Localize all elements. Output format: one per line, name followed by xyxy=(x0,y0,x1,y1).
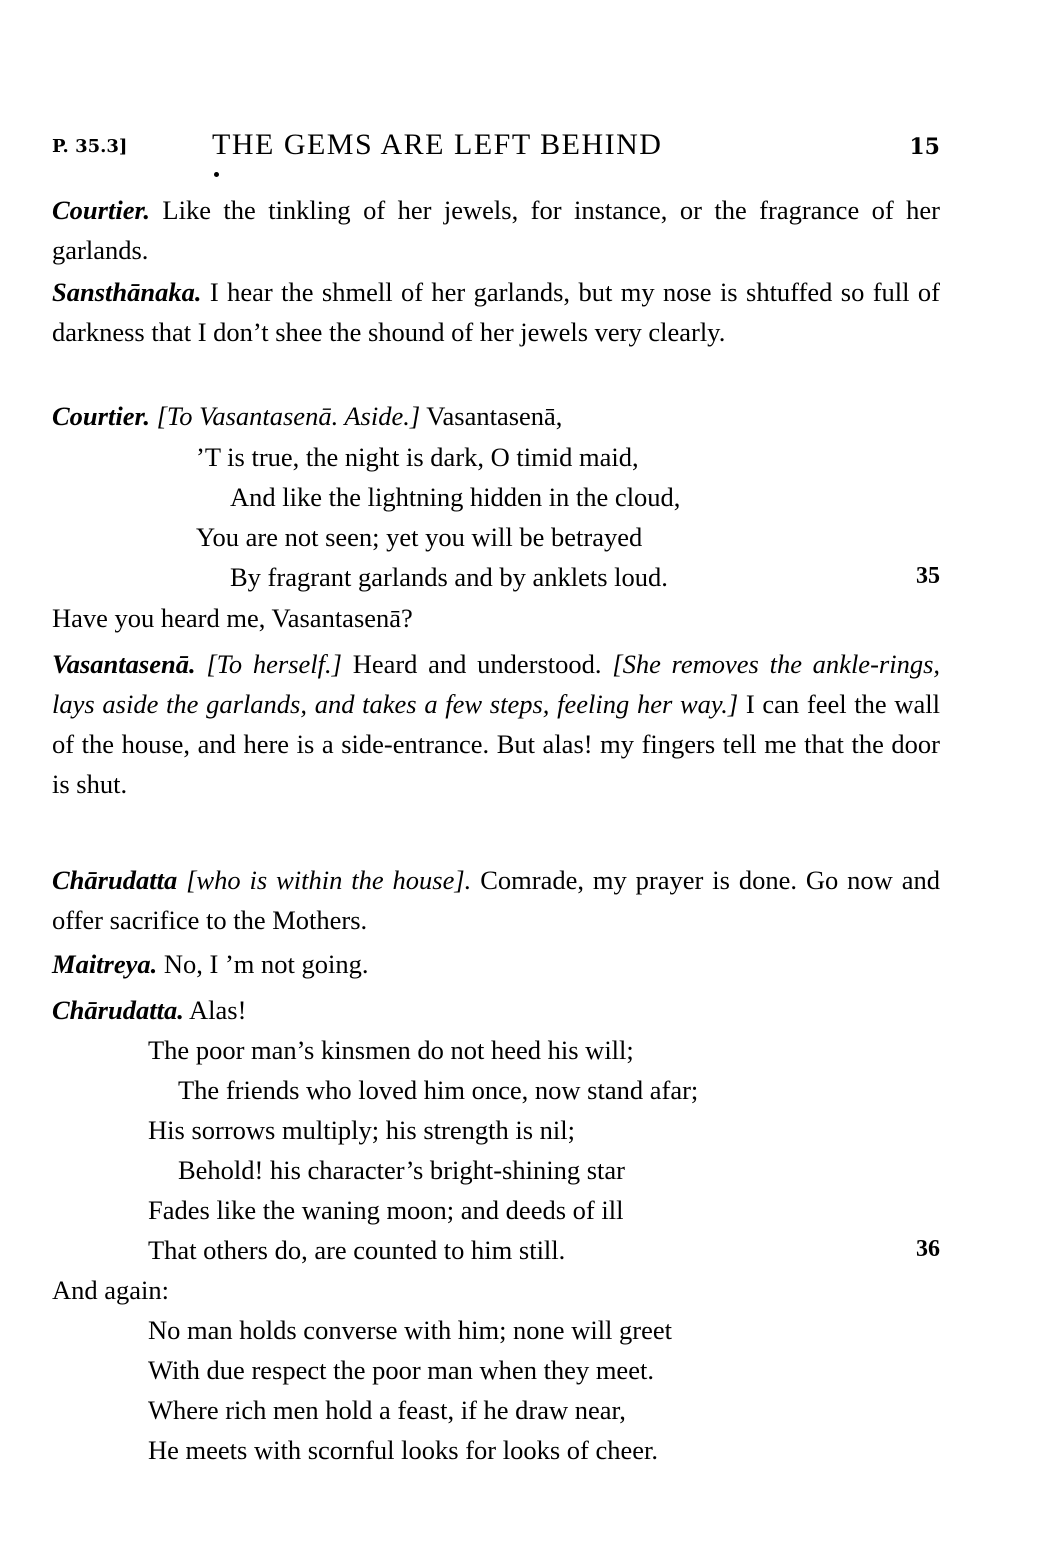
verse-number: 36 xyxy=(916,1236,940,1262)
stage-direction: [To herself.] xyxy=(195,649,342,679)
print-dot-mark xyxy=(214,172,219,177)
verse-line: The poor man’s kinsmen do not heed his will; xyxy=(148,1035,634,1065)
verse-line: The friends who loved him once, now stand afar; xyxy=(178,1075,699,1105)
speech-sansthanaka xyxy=(52,272,940,352)
page-title: THE GEMS ARE LEFT BEHIND xyxy=(212,128,663,161)
speaker-name: Sansthānaka. xyxy=(52,277,202,307)
speech-text: I hear the shmell of her garlands, but my nose is shtuffed so full of darkness that I don’t shee the shound of her jewels very clearly. xyxy=(52,277,940,347)
speech-continuation xyxy=(52,598,940,638)
speech-courtier-2 xyxy=(52,396,940,436)
verse-line: He meets with scornful looks for looks of cheer. xyxy=(148,1435,659,1465)
stage-direction: [She removes the ankle-rings, lays aside the garlands, and takes a few steps, feeling her way.] xyxy=(52,649,941,719)
speech-continuation xyxy=(52,1270,940,1310)
speech-text: Like the tinkling of her jewels, for instance, or the fragrance of her garlands. xyxy=(52,195,940,265)
verse-line: That others do, are counted to him still. xyxy=(148,1235,566,1265)
stage-direction: [who is within the house]. xyxy=(177,865,472,895)
verse-line: You are not seen; yet you will be betrayed xyxy=(196,522,643,552)
speech-text: Heard and understood. xyxy=(341,649,613,679)
speech-text: And again: xyxy=(52,1275,170,1305)
speech-text: I can feel the wall of the house, and here is a side-entrance. But alas! my fingers tell me that the door is shut. xyxy=(52,689,940,799)
verse-line: Fades like the waning moon; and deeds of ill xyxy=(148,1195,624,1225)
verse-line: By fragrant garlands and by anklets loud. xyxy=(230,562,668,592)
speech-charudatta-2 xyxy=(52,990,940,1030)
speech-text: Vasantasenā, xyxy=(420,401,563,431)
speech-courtier-1 xyxy=(52,190,940,270)
speech-text: Alas! xyxy=(183,995,247,1025)
verse-line: ’T is true, the night is dark, O timid maid, xyxy=(196,442,639,472)
speaker-name: Vasantasenā. xyxy=(52,649,196,679)
verse-line: Where rich men hold a feast, if he draw near, xyxy=(148,1395,626,1425)
verse-line: With due respect the poor man when they meet. xyxy=(148,1355,654,1385)
speech-vasantasena xyxy=(52,644,940,804)
speech-text: Have you heard me, Vasantasenā? xyxy=(52,603,413,633)
verse-line: His sorrows multiply; his strength is nil; xyxy=(148,1115,575,1145)
verse-number: 35 xyxy=(916,563,940,589)
speech-charudatta-1 xyxy=(52,860,940,940)
running-header xyxy=(52,128,940,168)
speaker-name: Chārudatta xyxy=(52,865,178,895)
speaker-name: Maitreya. xyxy=(52,949,158,979)
speech-text: Comrade, my prayer is done. Go now and offer sacrifice to the Mothers. xyxy=(52,865,940,935)
verse-line: And like the lightning hidden in the cloud, xyxy=(230,482,681,512)
speaker-name: Chārudatta. xyxy=(52,995,184,1025)
verse-line: Behold! his character’s bright-shining star xyxy=(178,1155,625,1185)
verse-line: No man holds converse with him; none will greet xyxy=(148,1315,673,1345)
speaker-name: Courtier. xyxy=(52,195,150,225)
act-reference: P. 35.3] xyxy=(52,136,128,157)
speaker-name: Courtier. xyxy=(52,401,150,431)
speech-text: No, I ’m not going. xyxy=(157,949,369,979)
stage-direction: [To Vasantasenā. Aside.] xyxy=(149,401,421,431)
speech-maitreya xyxy=(52,944,940,984)
page-number: 15 xyxy=(909,134,940,160)
